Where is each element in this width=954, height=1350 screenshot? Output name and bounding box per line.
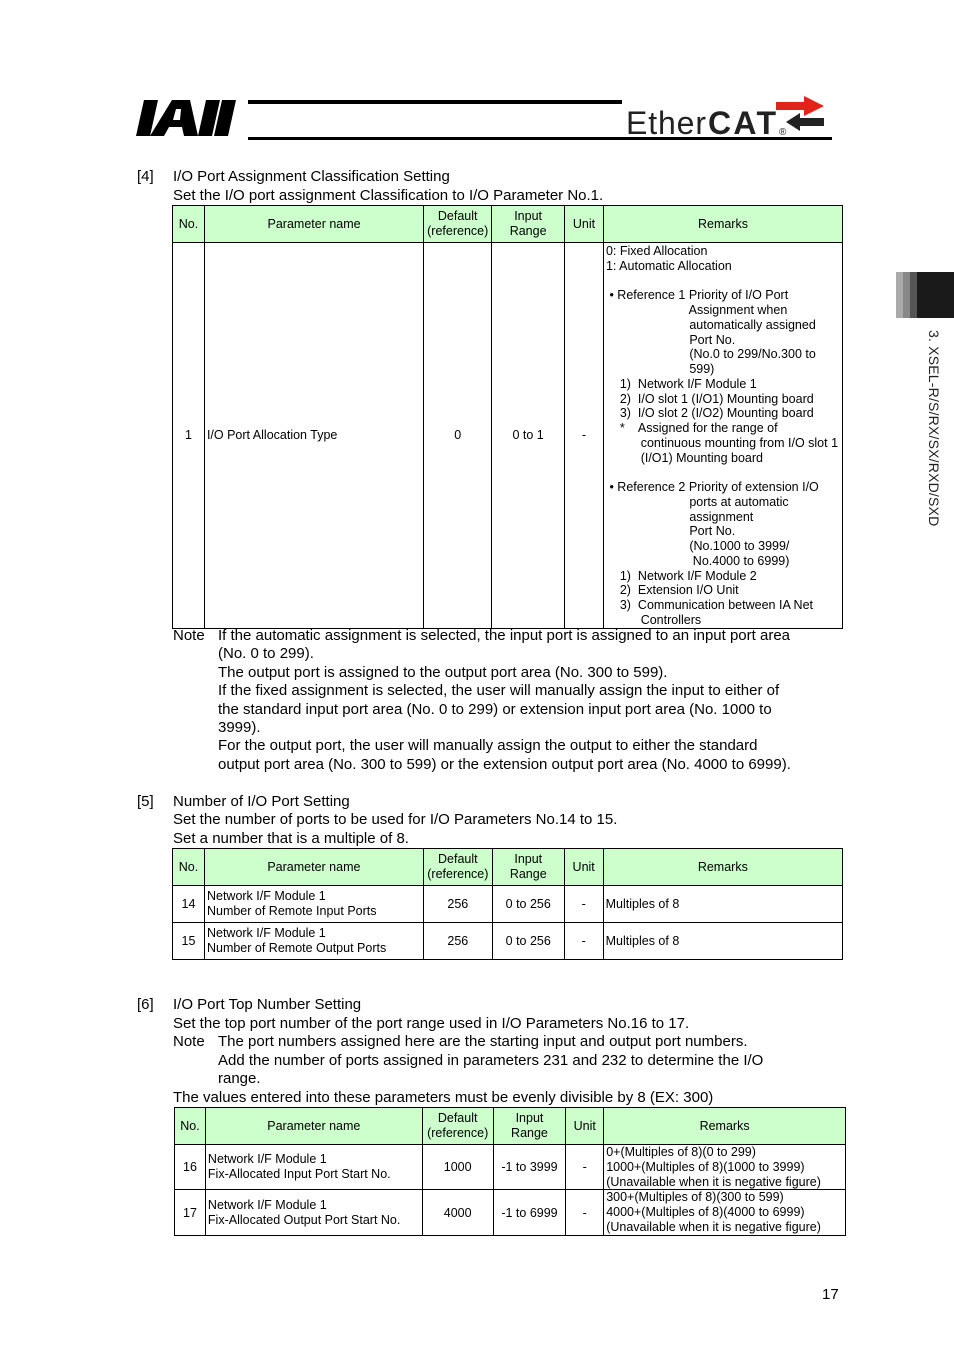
param-name bbox=[205, 1190, 422, 1235]
text-line: 3) Communication between IA Net bbox=[605, 598, 814, 612]
col-remarks-header: Remarks bbox=[604, 1108, 846, 1145]
remarks-lines bbox=[606, 244, 840, 628]
text-line: 1) Network I/F Module 2 bbox=[605, 568, 757, 583]
table-row bbox=[173, 886, 843, 923]
param-name-line2: Fix-Allocated Input Port Start No. bbox=[207, 1167, 391, 1182]
table-header-row bbox=[173, 849, 843, 886]
table-row bbox=[175, 1190, 846, 1235]
remarks-line: (Unavailable when it is negative figure) bbox=[606, 1174, 821, 1189]
text-line: Port No. bbox=[605, 524, 736, 539]
col-no-header: No. bbox=[173, 849, 205, 886]
section4-number: [4] bbox=[137, 168, 154, 185]
param-default: 256 bbox=[423, 886, 492, 923]
section4-description: Set the I/O port assignment Classification to I/O Parameter No.1. bbox=[173, 187, 604, 204]
remarks-line: 0+(Multiples of 8)(0 to 299) bbox=[606, 1145, 756, 1159]
param-range: 0 to 256 bbox=[492, 886, 564, 923]
param-no: 17 bbox=[175, 1190, 206, 1235]
text-line: • Reference 2 Priority of extension I/O bbox=[605, 480, 819, 494]
section6-note bbox=[218, 1033, 763, 1089]
svg-text:Ether: Ether bbox=[626, 105, 706, 138]
col-name-header: Parameter name bbox=[204, 849, 423, 886]
param-no: 1 bbox=[173, 243, 205, 629]
col-default-header: Default (reference) bbox=[422, 1108, 493, 1145]
param-unit: - bbox=[566, 1190, 604, 1235]
text-line: 2) I/O slot 1 (I/O1) Mounting board bbox=[605, 391, 814, 406]
section6-note-label: Note bbox=[173, 1033, 205, 1050]
section4-note bbox=[218, 627, 791, 774]
section6-after-note: The values entered into these parameters must be evenly divisible by 8 (EX: 300) bbox=[173, 1089, 714, 1106]
text-line: The port numbers assigned here are the starting input and output port numbers. bbox=[218, 1033, 748, 1050]
text-line: If the fixed assignment is selected, the user will manually assign the input to either of bbox=[218, 682, 780, 700]
col-default-header: Default (reference) bbox=[424, 206, 492, 243]
text-line: 3999). bbox=[218, 718, 261, 736]
text-line: ports at automatic bbox=[605, 494, 789, 509]
text-line: output port area (No. 300 to 599) or the extension output port area (No. 4000 to 6999). bbox=[218, 755, 791, 773]
param-range: -1 to 3999 bbox=[493, 1145, 566, 1190]
text-line: • Reference 1 Priority of I/O Port bbox=[605, 288, 789, 303]
text-line: (No.1000 to 3999/ bbox=[605, 539, 790, 553]
text-line bbox=[606, 274, 840, 289]
col-range-header: Input Range bbox=[492, 206, 565, 243]
col-name-header: Parameter name bbox=[205, 1108, 422, 1145]
remarks-line: (Unavailable when it is negative figure) bbox=[606, 1219, 821, 1234]
text-line: The output port is assigned to the output port area (No. 300 to 599). bbox=[218, 663, 668, 681]
col-range-header: Input Range bbox=[492, 849, 564, 886]
text-line: No.4000 to 6999) bbox=[605, 553, 790, 568]
param-name bbox=[205, 1145, 422, 1190]
text-line: (No. 0 to 299). bbox=[218, 645, 314, 663]
param-unit: - bbox=[564, 923, 603, 960]
col-range-header: Input Range bbox=[493, 1108, 566, 1145]
text-line: assignment bbox=[605, 509, 754, 524]
section6-title: I/O Port Top Number Setting bbox=[173, 996, 362, 1013]
param-name-line2: Number of Remote Input Ports bbox=[206, 904, 377, 918]
header-rule-top bbox=[248, 100, 622, 104]
param-remarks bbox=[604, 1145, 846, 1190]
text-line bbox=[606, 465, 840, 480]
section4-note-label: Note bbox=[173, 627, 205, 644]
param-remarks bbox=[603, 243, 842, 629]
io-port-top-number-table bbox=[174, 1107, 846, 1236]
param-name-line1: Network I/F Module 1 bbox=[206, 889, 326, 904]
text-line: 599) bbox=[605, 362, 715, 376]
io-port-allocation-table bbox=[172, 205, 843, 629]
col-unit-header: Unit bbox=[564, 849, 603, 886]
section6-number: [6] bbox=[137, 996, 154, 1013]
param-unit: - bbox=[566, 1145, 604, 1190]
iai-logo bbox=[136, 96, 244, 140]
table-row bbox=[175, 1145, 846, 1190]
text-line: Add the number of ports assigned in parameters 231 and 232 to determine the I/O bbox=[218, 1051, 764, 1069]
text-line: 3) I/O slot 2 (I/O2) Mounting board bbox=[605, 406, 814, 421]
param-remarks: Multiples of 8 bbox=[603, 886, 842, 923]
col-remarks-header: Remarks bbox=[603, 849, 842, 886]
text-line: Port No. bbox=[605, 332, 736, 347]
text-line: continuous mounting from I/O slot 1 bbox=[605, 435, 839, 450]
param-default: 0 bbox=[424, 243, 492, 629]
table-header-row bbox=[175, 1108, 846, 1145]
table-header-row bbox=[173, 206, 843, 243]
col-no-header: No. bbox=[175, 1108, 206, 1145]
param-remarks: Multiples of 8 bbox=[603, 923, 842, 960]
svg-text:®: ® bbox=[779, 127, 787, 138]
param-range: -1 to 6999 bbox=[493, 1190, 566, 1235]
section6-description: Set the top port number of the port range used in I/O Parameters No.16 to 17. bbox=[173, 1015, 690, 1032]
text-line: Assignment when bbox=[605, 303, 788, 317]
param-range: 0 to 1 bbox=[492, 243, 565, 629]
text-line: If the automatic assignment is selected, the input port is assigned to an input port area bbox=[218, 627, 790, 644]
param-name-line1: Network I/F Module 1 bbox=[206, 926, 326, 941]
col-remarks-header: Remarks bbox=[603, 206, 842, 243]
param-name-line1: Network I/F Module 1 bbox=[207, 1152, 327, 1167]
param-unit: - bbox=[565, 243, 604, 629]
section5-number: [5] bbox=[137, 793, 154, 810]
text-line: range. bbox=[218, 1070, 261, 1087]
param-unit: - bbox=[564, 886, 603, 923]
chapter-tab bbox=[896, 272, 954, 318]
remarks-line: 300+(Multiples of 8)(300 to 599) bbox=[606, 1190, 784, 1205]
param-default: 256 bbox=[423, 923, 492, 960]
param-name-line2: Number of Remote Output Ports bbox=[206, 941, 387, 955]
param-range: 0 to 256 bbox=[492, 923, 564, 960]
section5-title: Number of I/O Port Setting bbox=[173, 793, 350, 810]
text-line: 1) Network I/F Module 1 bbox=[605, 376, 757, 391]
col-unit-header: Unit bbox=[565, 206, 604, 243]
param-no: 16 bbox=[175, 1145, 206, 1190]
param-no: 14 bbox=[173, 886, 205, 923]
section4-title: I/O Port Assignment Classification Setting bbox=[173, 168, 450, 185]
text-line: (No.0 to 299/No.300 to bbox=[605, 347, 816, 362]
col-name-header: Parameter name bbox=[204, 206, 423, 243]
text-line: 2) Extension I/O Unit bbox=[605, 583, 739, 598]
table-row bbox=[173, 243, 843, 629]
section5-description-2: Set a number that is a multiple of 8. bbox=[173, 830, 409, 847]
svg-text:CAT: CAT bbox=[708, 105, 776, 138]
page-number: 17 bbox=[822, 1286, 839, 1303]
text-line: For the output port, the user will manually assign the output to either the standard bbox=[218, 737, 758, 755]
param-default: 4000 bbox=[422, 1190, 493, 1235]
chapter-label: 3. XSEL-R/S/RX/SX/RXD/SXD bbox=[926, 330, 942, 527]
col-unit-header: Unit bbox=[566, 1108, 604, 1145]
io-port-count-table bbox=[172, 848, 843, 960]
param-name-line1: Network I/F Module 1 bbox=[207, 1197, 327, 1212]
text-line: automatically assigned bbox=[605, 317, 816, 332]
text-line: * Assigned for the range of bbox=[605, 421, 778, 435]
remarks-line: 1000+(Multiples of 8)(1000 to 3999) bbox=[606, 1159, 805, 1174]
text-line: (I/O1) Mounting board bbox=[605, 450, 763, 465]
text-line: 1: Automatic Allocation bbox=[605, 258, 732, 273]
param-no: 15 bbox=[173, 923, 205, 960]
col-default-header: Default (reference) bbox=[423, 849, 492, 886]
text-line: Controllers bbox=[605, 612, 702, 627]
param-remarks bbox=[604, 1190, 846, 1235]
param-default: 1000 bbox=[422, 1145, 493, 1190]
text-line: the standard input port area (No. 0 to 299) or extension input port area (No. 1000 to bbox=[218, 700, 772, 718]
remarks-line: 4000+(Multiples of 8)(4000 to 6999) bbox=[606, 1205, 805, 1220]
ethercat-logo bbox=[626, 92, 832, 138]
param-name bbox=[204, 886, 423, 923]
table-row bbox=[173, 923, 843, 960]
col-no-header: No. bbox=[173, 206, 205, 243]
param-name: I/O Port Allocation Type bbox=[204, 243, 423, 629]
text-line: 0: Fixed Allocation bbox=[605, 244, 708, 258]
section5-description-1: Set the number of ports to be used for I/O Parameters No.14 to 15. bbox=[173, 811, 618, 828]
param-name bbox=[204, 923, 423, 960]
param-name-line2: Fix-Allocated Output Port Start No. bbox=[207, 1212, 401, 1227]
